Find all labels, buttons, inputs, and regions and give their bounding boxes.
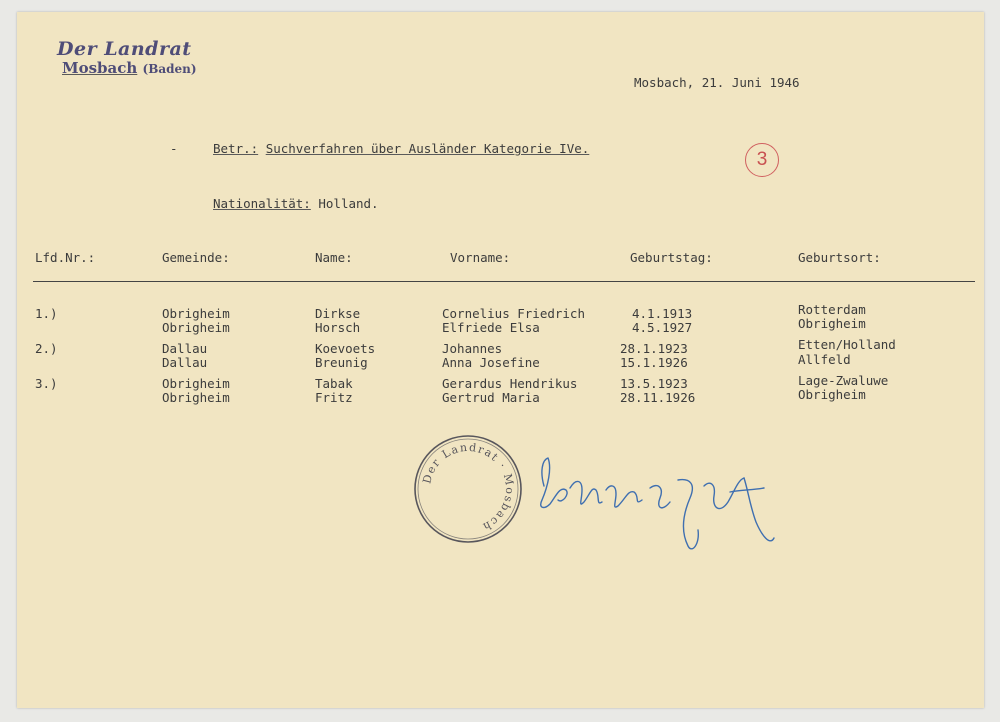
cell-gemeinde: Obrigheim (162, 320, 230, 335)
cell-geburtsort: Etten/Holland (798, 337, 896, 352)
letterhead-town-line (62, 61, 197, 76)
header-divider (33, 281, 975, 282)
cell-geburtsort: Rotterdam (798, 302, 866, 317)
cell-vorname: Johannes (442, 341, 503, 356)
cell-geburtstag: 13.5.1923 (620, 376, 688, 391)
cell-geburtstag: 28.11.1926 (620, 390, 696, 405)
letterhead-stamp (57, 40, 197, 76)
row-number: 2.) (35, 341, 58, 356)
cell-name: Tabak (315, 376, 353, 391)
header-geburtsort: Geburtsort: (798, 250, 881, 265)
cell-vorname: Anna Josefine (442, 355, 540, 370)
cell-gemeinde: Obrigheim (162, 306, 230, 321)
subject-dash: - (170, 141, 178, 156)
cell-geburtsort: Obrigheim (798, 387, 866, 402)
cell-vorname: Gerardus Hendrikus (442, 376, 578, 391)
cell-geburtstag: 28.1.1923 (620, 341, 688, 356)
cell-geburtstag: 4.5.1927 (632, 320, 693, 335)
header-vorname: Vorname: (450, 250, 511, 265)
place-date: Mosbach, 21. Juni 1946 (634, 75, 800, 90)
svg-text:Der Landrat · Mosbach (420, 441, 516, 534)
letterhead-office: Der Landrat (57, 38, 192, 60)
cell-geburtstag: 4.1.1913 (632, 306, 693, 321)
nationality-value: Holland. (318, 196, 379, 211)
letterhead-region: (Baden) (142, 62, 197, 76)
cell-name: Koevoets (315, 341, 376, 356)
cell-vorname: Elfriede Elsa (442, 320, 540, 335)
row-number: 3.) (35, 376, 58, 391)
header-name: Name: (315, 250, 353, 265)
cell-gemeinde: Obrigheim (162, 390, 230, 405)
subject-label: Betr.: (213, 141, 259, 156)
subject-line (213, 141, 589, 156)
official-round-stamp (412, 433, 524, 545)
cell-vorname: Gertrud Maria (442, 390, 540, 405)
header-lfd-nr: Lfd.Nr.: (35, 250, 96, 265)
row-number: 1.) (35, 306, 58, 321)
cell-name: Fritz (315, 390, 353, 405)
cell-name: Dirkse (315, 306, 361, 321)
cell-gemeinde: Obrigheim (162, 376, 230, 391)
subject-text: Suchverfahren über Ausländer Kategorie IVe. (265, 141, 590, 156)
nationality-line (213, 196, 379, 211)
page-number-mark: 3 (745, 143, 779, 177)
cell-geburtsort: Allfeld (798, 352, 851, 367)
cell-gemeinde: Dallau (162, 341, 208, 356)
round-stamp-text: Der Landrat · Mosbach (420, 440, 517, 534)
cell-gemeinde: Dallau (162, 355, 208, 370)
cell-vorname: Cornelius Friedrich (442, 306, 585, 321)
handwritten-signature (530, 450, 790, 560)
header-gemeinde: Gemeinde: (162, 250, 230, 265)
letterhead-town: Mosbach (62, 59, 138, 77)
cell-geburtstag: 15.1.1926 (620, 355, 688, 370)
cell-name: Breunig (315, 355, 368, 370)
cell-geburtsort: Obrigheim (798, 316, 866, 331)
cell-name: Horsch (315, 320, 361, 335)
cell-geburtsort: Lage-Zwaluwe (798, 373, 889, 388)
nationality-label: Nationalität: (213, 196, 311, 211)
header-geburtstag: Geburtstag: (630, 250, 713, 265)
